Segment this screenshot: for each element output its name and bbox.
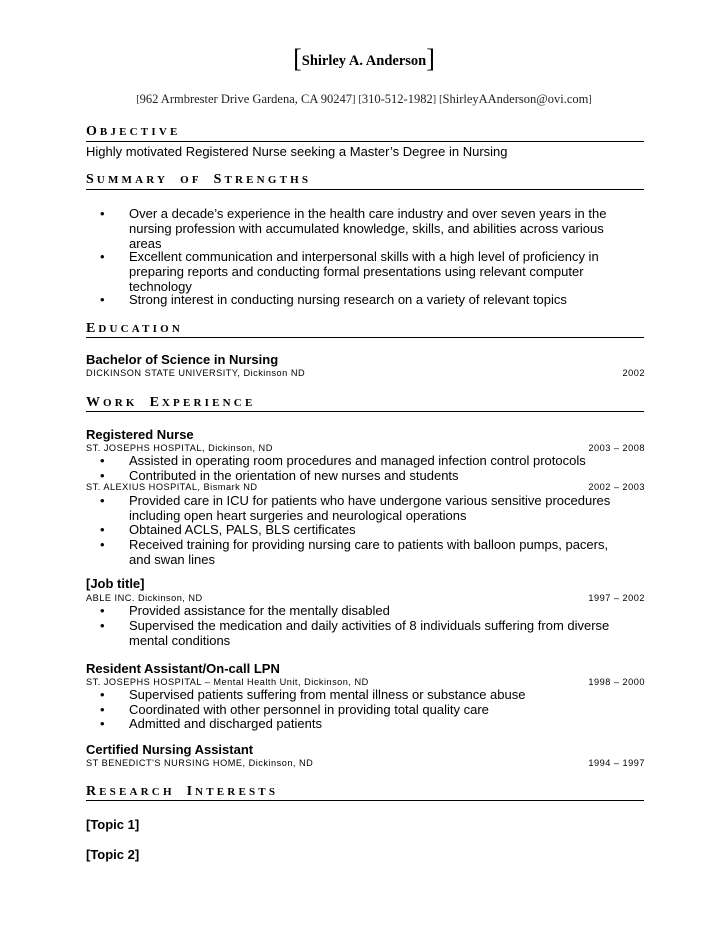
section-divider xyxy=(86,141,644,142)
section-heading-education: EDUCATION xyxy=(86,321,184,336)
job-title: Resident Assistant/On-call LPN xyxy=(86,661,280,676)
employer-line: ST. ALEXIUS HOSPITAL, Bismark ND 2002 – 2003 xyxy=(86,482,645,492)
section-heading-research: RESEARCH INTERESTS xyxy=(86,784,279,799)
name-header xyxy=(0,44,728,74)
contact-info: [962 Armbrester Drive Gardena, CA 90247] [310-512-1982] [ShirleyAAnderson@ovi.com] xyxy=(136,92,592,106)
employer-line: ST BENEDICT'S NURSING HOME, Dickinson, ND 1994 – 1997 xyxy=(86,758,645,768)
full-name: Shirley A. Anderson xyxy=(301,53,427,69)
job-title: Registered Nurse xyxy=(86,427,194,442)
degree-title: Bachelor of Science in Nursing xyxy=(86,352,279,367)
job-title: [Job title] xyxy=(86,576,145,591)
address: 962 Armbrester Drive Gardena, CA 90247 xyxy=(139,92,353,106)
employer-line: ST. JOSEPHS HOSPITAL – Mental Health Unit, Dickinson, ND 1998 – 2000 xyxy=(86,677,645,687)
objective-text: Highly motivated Registered Nurse seeking a Master’s Degree in Nursing xyxy=(86,144,508,159)
employer-line: ABLE INC. Dickinson, ND 1997 – 2002 xyxy=(86,593,645,603)
phone: 310-512-1982 xyxy=(361,92,433,106)
section-heading-objective: OBJECTIVE xyxy=(86,124,181,139)
research-topic: [Topic 1] xyxy=(86,817,140,832)
section-heading-summary: SUMMARY OF STRENGTHS xyxy=(86,172,312,187)
section-divider xyxy=(86,800,644,801)
name-open-bracket: [ xyxy=(293,44,302,73)
section-divider xyxy=(86,411,644,412)
section-heading-work: WORK EXPERIENCE xyxy=(86,395,256,410)
job-title: Certified Nursing Assistant xyxy=(86,742,254,757)
employer-line: ST. JOSEPHS HOSPITAL, Dickinson, ND 2003 – 2008 xyxy=(86,443,645,453)
research-topic: [Topic 2] xyxy=(86,847,140,862)
school-line: DICKINSON STATE UNIVERSITY, Dickinson ND 2002 xyxy=(86,368,645,378)
section-divider xyxy=(86,189,644,190)
name-close-bracket: ] xyxy=(426,44,435,73)
email: ShirleyAAnderson@ovi.com xyxy=(442,92,589,106)
section-divider xyxy=(86,337,644,338)
resume-page: [Shirley A. Anderson] [962 Armbrester Drive Gardena, CA 90247] [310-512-1982] [ShirleyAAnderson@ovi.com] OBJECTIVE Highly motivated Registered Nurse seeking a Master’s Degree in Nursing SUMMARY OF STRENGTHS • Over a decade’s experience in the health care industry and over seven years in the nursing profession with accumulated knowledge, skills, and abilities across various areas • Excellent communication and interpersonal skills with a high level of proficiency in preparing reports and conducting formal presentations using relevant computer technology • Strong interest in conducting nursing research on a variety of relevant topics EDUCATION Bachelor of Science in Nursing DICKINSON STATE UNIVERSITY, Dickinson ND 2002 WORK EXPERIENCE Registered Nurse ST. JOSEPHS HOSPITAL, Dickinson, ND 2003 – 2008 • Assisted in operating room procedures and managed infection control protocols • Contributed in the orientation of new nurses and students ST. ALEXIUS HOSPITAL, Bismark ND 2002 – 2003 • Provided care in ICU for patients who have undergone various sensitive procedures including open heart surgeries and neurological operations • Obtained ACLS, PALS, BLS certificates • Received training for providing nursing care to patients with balloon pumps, pacers, and swan lines [Job title] ABLE INC. Dickinson, ND 1997 – 2002 • Provided assistance for the mentally disabled • Supervised the medication and daily activities of 8 individuals suffering from diverse mental conditions Resident Assistant/On-call LPN ST. JOSEPHS HOSPITAL – Mental Health Unit, Dickinson, ND 1998 – 2000 • Supervised patients suffering from mental illness or substance abuse • Coordinated with other personnel in providing total quality care • Admitted and discharged patients Certified Nursing Assistant ST BENEDICT'S NURSING HOME, Dickinson, ND 1994 – 1997 RESEARCH INTERESTS [Topic 1] [Topic 2] xyxy=(0,0,728,943)
